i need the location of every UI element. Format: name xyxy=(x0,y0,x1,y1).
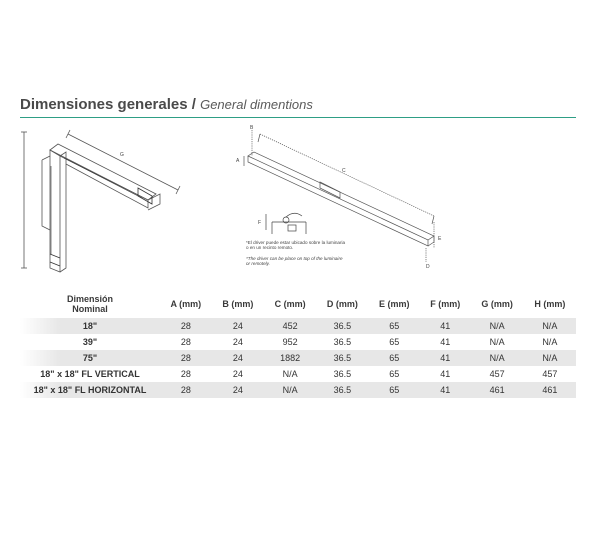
cell-c: 1882 xyxy=(264,350,316,366)
cell-a: 28 xyxy=(180,337,191,347)
dim-label-d: D xyxy=(426,264,430,270)
column-header-f: F (mm) xyxy=(430,299,461,309)
cell-c: N/A xyxy=(282,369,298,379)
cell-c: 452 xyxy=(264,318,316,334)
cell-b: 24 xyxy=(212,382,264,398)
header-name-line2: Nominal xyxy=(72,304,108,314)
dim-label-e: E xyxy=(438,236,442,242)
cell-a: 28 xyxy=(160,382,212,398)
row-name: 18" x 18" FL HORIZONTAL xyxy=(20,382,160,398)
row-name: 18" xyxy=(20,318,160,334)
cell-b: 24 xyxy=(232,369,243,379)
cell-d: 36.5 xyxy=(316,350,368,366)
cell-a: 28 xyxy=(160,350,212,366)
title-divider xyxy=(20,117,576,118)
dim-label-a: A xyxy=(236,158,240,164)
column-header-name xyxy=(20,290,160,318)
dim-label-c: C xyxy=(342,168,346,174)
cell-a: 28 xyxy=(180,369,191,379)
row-name: 18" x 18" FL VERTICAL xyxy=(40,369,140,379)
cell-b: 24 xyxy=(212,350,264,366)
column-header-c: C (mm) xyxy=(274,299,306,309)
column-header-h: H (mm) xyxy=(534,299,566,309)
driver-note-es: *El driver puede estar ubicado sobre la luminaria o en un recinto remoto. xyxy=(246,240,346,251)
cell-f: 41 xyxy=(440,369,451,379)
cell-d: 36.5 xyxy=(316,382,368,398)
header-name-line1: Dimensión xyxy=(66,294,113,304)
table-row xyxy=(20,366,576,382)
driver-note-en: *The driver can be place on top of the luminaire or remotely. xyxy=(246,256,343,267)
cell-e: 65 xyxy=(369,382,420,398)
cell-e: 65 xyxy=(369,318,420,334)
cell-g: 461 xyxy=(471,382,524,398)
cell-e: 65 xyxy=(389,369,400,379)
table-row xyxy=(20,382,576,398)
cell-h: N/A xyxy=(524,350,576,366)
cell-d: 36.5 xyxy=(333,369,352,379)
section-title xyxy=(20,96,313,113)
cell-f: 41 xyxy=(440,337,451,347)
cell-h: 457 xyxy=(542,369,558,379)
cell-b: 24 xyxy=(232,337,243,347)
cell-e: 65 xyxy=(389,337,400,347)
cell-h: N/A xyxy=(524,318,576,334)
cell-e: 65 xyxy=(369,350,420,366)
title-english: General dimentions xyxy=(200,97,313,112)
cell-g: N/A xyxy=(489,337,505,347)
corner-luminaire-drawing xyxy=(20,126,190,276)
cell-b: 24 xyxy=(212,318,264,334)
cell-d: 36.5 xyxy=(316,318,368,334)
cell-f: 41 xyxy=(420,318,471,334)
cell-f: 41 xyxy=(420,350,471,366)
cell-d: 36.5 xyxy=(333,337,352,347)
cell-h: N/A xyxy=(542,337,558,347)
cell-g: N/A xyxy=(471,318,524,334)
dim-label-g: G xyxy=(120,152,124,158)
cell-c: 952 xyxy=(282,337,298,347)
column-header-b: B (mm) xyxy=(222,299,254,309)
table-header-row xyxy=(20,290,576,318)
cell-g: N/A xyxy=(471,350,524,366)
column-header-a: A (mm) xyxy=(170,299,202,309)
dim-label-f: F xyxy=(258,220,262,226)
dimensions-table xyxy=(20,290,576,398)
title-separator: / xyxy=(191,96,196,113)
row-name: 39" xyxy=(82,337,98,347)
dim-label-b: B xyxy=(250,125,254,131)
column-header-d: D (mm) xyxy=(326,299,358,309)
cell-h: 461 xyxy=(524,382,576,398)
column-header-e: E (mm) xyxy=(378,299,410,309)
cell-a: 28 xyxy=(160,318,212,334)
title-spanish: Dimensiones generales xyxy=(20,96,188,113)
row-name: 75" xyxy=(20,350,160,366)
table-row xyxy=(20,350,576,366)
column-header-g: G (mm) xyxy=(481,299,513,309)
cell-f: 41 xyxy=(420,382,471,398)
cell-c: N/A xyxy=(264,382,316,398)
cell-g: 457 xyxy=(489,369,505,379)
table-row xyxy=(20,334,576,350)
table-row xyxy=(20,318,576,334)
